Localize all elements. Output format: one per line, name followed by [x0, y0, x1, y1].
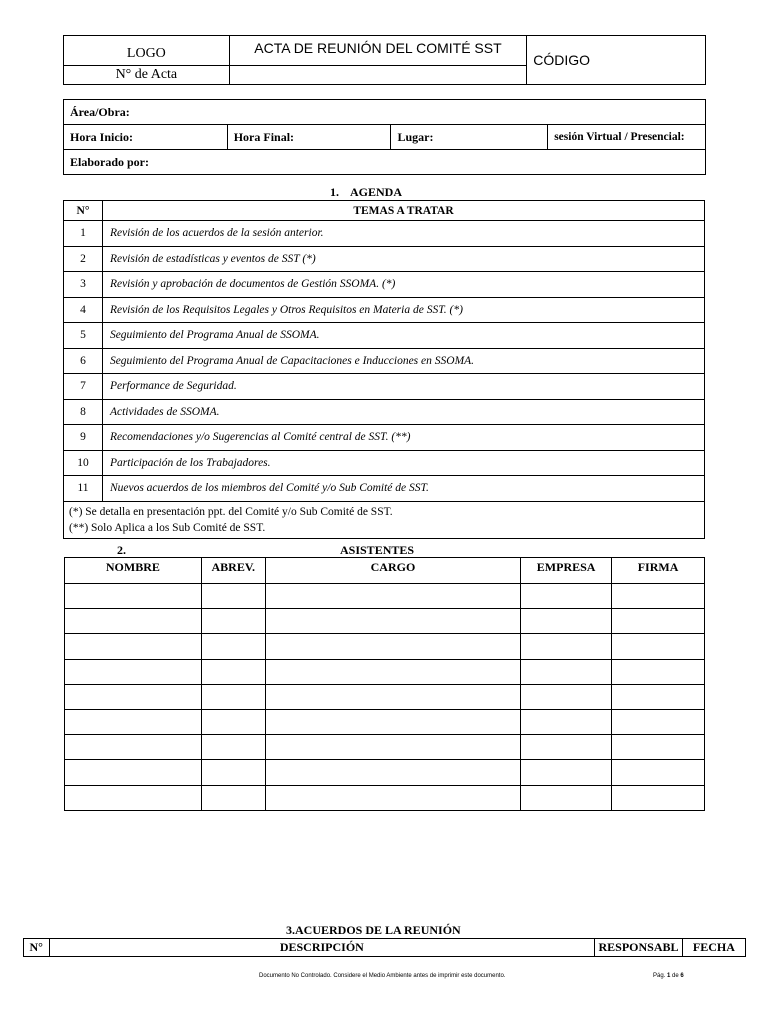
attendee-firma-cell[interactable] [612, 584, 705, 609]
attendee-cargo-cell[interactable] [265, 684, 520, 709]
attendee-empresa-cell[interactable] [521, 659, 612, 684]
acuerdos-col-responsable: RESPONSABL [595, 939, 683, 957]
attendee-abrev-cell[interactable] [201, 709, 265, 734]
attendee-cargo-cell[interactable] [265, 709, 520, 734]
asistentes-table [64, 557, 705, 811]
attendee-firma-cell[interactable] [612, 735, 705, 760]
attendee-abrev-cell[interactable] [201, 584, 265, 609]
agenda-item-number: 7 [64, 374, 103, 400]
agenda-item-text: Actividades de SSOMA. [102, 399, 704, 425]
agenda-note-1: (*) Se detalla en presentación ppt. del Comité y/o Sub Comité de SST. [69, 505, 393, 518]
table-row [65, 684, 705, 709]
attendee-empresa-cell[interactable] [521, 760, 612, 785]
agenda-row [64, 374, 705, 400]
agenda-item-text: Performance de Seguridad. [102, 374, 704, 400]
agenda-row [64, 425, 705, 451]
agenda-notes [64, 501, 705, 538]
agenda-item-text: Revisión y aprobación de documentos de Gestión SSOMA. (*) [102, 272, 704, 298]
elaborado-field[interactable]: Elaborado por: [64, 150, 706, 175]
asistentes-section-number: 2. [117, 543, 126, 557]
asistentes-col-cargo: CARGO [265, 558, 520, 584]
attendee-empresa-cell[interactable] [521, 634, 612, 659]
page-prefix: Pág. [653, 973, 666, 979]
lugar-field[interactable]: Lugar: [391, 125, 548, 150]
attendee-firma-cell[interactable] [612, 659, 705, 684]
agenda-item-number: 4 [64, 297, 103, 323]
info-table [63, 99, 706, 175]
attendee-cargo-cell[interactable] [265, 634, 520, 659]
attendee-cargo-cell[interactable] [265, 760, 520, 785]
attendee-empresa-cell[interactable] [521, 709, 612, 734]
header-table [63, 35, 706, 85]
attendee-cargo-cell[interactable] [265, 735, 520, 760]
acta-number-label: N° de Acta [64, 65, 230, 84]
attendee-name-cell[interactable] [65, 735, 202, 760]
agenda-row [64, 323, 705, 349]
attendee-firma-cell[interactable] [612, 785, 705, 810]
agenda-row [64, 297, 705, 323]
agenda-col-no: N° [64, 201, 103, 221]
attendee-abrev-cell[interactable] [201, 659, 265, 684]
hora-inicio-field[interactable]: Hora Inicio: [64, 125, 228, 150]
attendee-name-cell[interactable] [65, 709, 202, 734]
acuerdos-col-fecha: FECHA [682, 939, 745, 957]
acuerdos-section-title: 3.ACUERDOS DE LA REUNIÓN [286, 923, 461, 937]
agenda-note-2: (**) Solo Aplica a los Sub Comité de SST. [69, 521, 266, 534]
attendee-cargo-cell[interactable] [265, 609, 520, 634]
page-current: 1 [667, 973, 671, 979]
attendee-abrev-cell[interactable] [201, 760, 265, 785]
attendee-name-cell[interactable] [65, 785, 202, 810]
attendee-name-cell[interactable] [65, 760, 202, 785]
attendee-firma-cell[interactable] [612, 709, 705, 734]
agenda-section-title [330, 185, 402, 200]
agenda-row [64, 476, 705, 502]
attendee-firma-cell[interactable] [612, 760, 705, 785]
acuerdos-col-descripcion: DESCRIPCIÓN [49, 939, 595, 957]
agenda-item-number: 5 [64, 323, 103, 349]
attendee-firma-cell[interactable] [612, 634, 705, 659]
asistentes-col-nombre: NOMBRE [65, 558, 202, 584]
acuerdos-table [23, 938, 746, 957]
asistentes-col-empresa: EMPRESA [521, 558, 612, 584]
page-of: de [672, 973, 679, 979]
table-row [65, 709, 705, 734]
agenda-row [64, 221, 705, 247]
table-row [65, 584, 705, 609]
agenda-section-number: 1. [330, 185, 339, 199]
agenda-section-label: AGENDA [350, 185, 403, 199]
sesion-field[interactable]: sesión Virtual / Presencial: [548, 125, 706, 150]
agenda-item-text: Revisión de los acuerdos de la sesión anterior. [102, 221, 704, 247]
attendee-abrev-cell[interactable] [201, 609, 265, 634]
agenda-row [64, 272, 705, 298]
table-row [65, 634, 705, 659]
agenda-col-temas: TEMAS A TRATAR [102, 201, 704, 221]
attendee-cargo-cell[interactable] [265, 584, 520, 609]
attendee-empresa-cell[interactable] [521, 735, 612, 760]
agenda-row [64, 450, 705, 476]
area-field[interactable]: Área/Obra: [64, 100, 706, 125]
agenda-item-text: Revisión de los Requisitos Legales y Otros Requisitos en Materia de SST. (*) [102, 297, 704, 323]
attendee-empresa-cell[interactable] [521, 584, 612, 609]
attendee-abrev-cell[interactable] [201, 785, 265, 810]
agenda-item-number: 1 [64, 221, 103, 247]
agenda-table [63, 200, 705, 539]
logo-label: LOGO [126, 46, 166, 62]
page-number [653, 973, 684, 979]
logo-cell [64, 36, 230, 66]
agenda-item-text: Recomendaciones y/o Sugerencias al Comité central de SST. (**) [102, 425, 704, 451]
agenda-item-number: 9 [64, 425, 103, 451]
attendee-empresa-cell[interactable] [521, 684, 612, 709]
page-total: 6 [680, 973, 684, 979]
agenda-row [64, 399, 705, 425]
agenda-item-text: Nuevos acuerdos de los miembros del Comité y/o Sub Comité de SST. [102, 476, 704, 502]
asistentes-body [65, 584, 705, 811]
agenda-item-number: 2 [64, 246, 103, 272]
document-title: ACTA DE REUNIÓN DEL COMITÉ SST [229, 36, 527, 66]
acta-number-value[interactable] [229, 65, 527, 84]
attendee-empresa-cell[interactable] [521, 609, 612, 634]
code-cell: CÓDIGO [527, 36, 706, 85]
agenda-item-number: 6 [64, 348, 103, 374]
attendee-name-cell[interactable] [65, 684, 202, 709]
attendee-name-cell[interactable] [65, 634, 202, 659]
attendee-abrev-cell[interactable] [201, 735, 265, 760]
acuerdos-col-no: N° [24, 939, 50, 957]
agenda-item-number: 10 [64, 450, 103, 476]
attendee-abrev-cell[interactable] [201, 634, 265, 659]
agenda-row [64, 246, 705, 272]
agenda-item-text: Revisión de estadísticas y eventos de SST (*) [102, 246, 704, 272]
footer-disclaimer: Documento No Controlado. Considere el Medio Ambiente antes de imprimir este documento. [259, 973, 506, 979]
attendee-name-cell[interactable] [65, 609, 202, 634]
agenda-item-text: Seguimiento del Programa Anual de Capacitaciones e Inducciones en SSOMA. [102, 348, 704, 374]
agenda-item-text: Seguimiento del Programa Anual de SSOMA. [102, 323, 704, 349]
attendee-cargo-cell[interactable] [265, 785, 520, 810]
agenda-row [64, 348, 705, 374]
table-row [65, 609, 705, 634]
table-row [65, 735, 705, 760]
attendee-abrev-cell[interactable] [201, 684, 265, 709]
agenda-item-text: Participación de los Trabajadores. [102, 450, 704, 476]
asistentes-section-title: ASISTENTES [340, 543, 415, 557]
attendee-firma-cell[interactable] [612, 609, 705, 634]
table-row [65, 785, 705, 810]
attendee-name-cell[interactable] [65, 659, 202, 684]
agenda-notes-row [64, 501, 705, 538]
agenda-item-number: 8 [64, 399, 103, 425]
agenda-item-number: 11 [64, 476, 103, 502]
agenda-item-number: 3 [64, 272, 103, 298]
asistentes-col-firma: FIRMA [612, 558, 705, 584]
attendee-firma-cell[interactable] [612, 684, 705, 709]
table-row [65, 760, 705, 785]
attendee-empresa-cell[interactable] [521, 785, 612, 810]
attendee-name-cell[interactable] [65, 584, 202, 609]
asistentes-col-abrev: ABREV. [201, 558, 265, 584]
attendee-cargo-cell[interactable] [265, 659, 520, 684]
table-row [65, 659, 705, 684]
hora-final-field[interactable]: Hora Final: [227, 125, 391, 150]
